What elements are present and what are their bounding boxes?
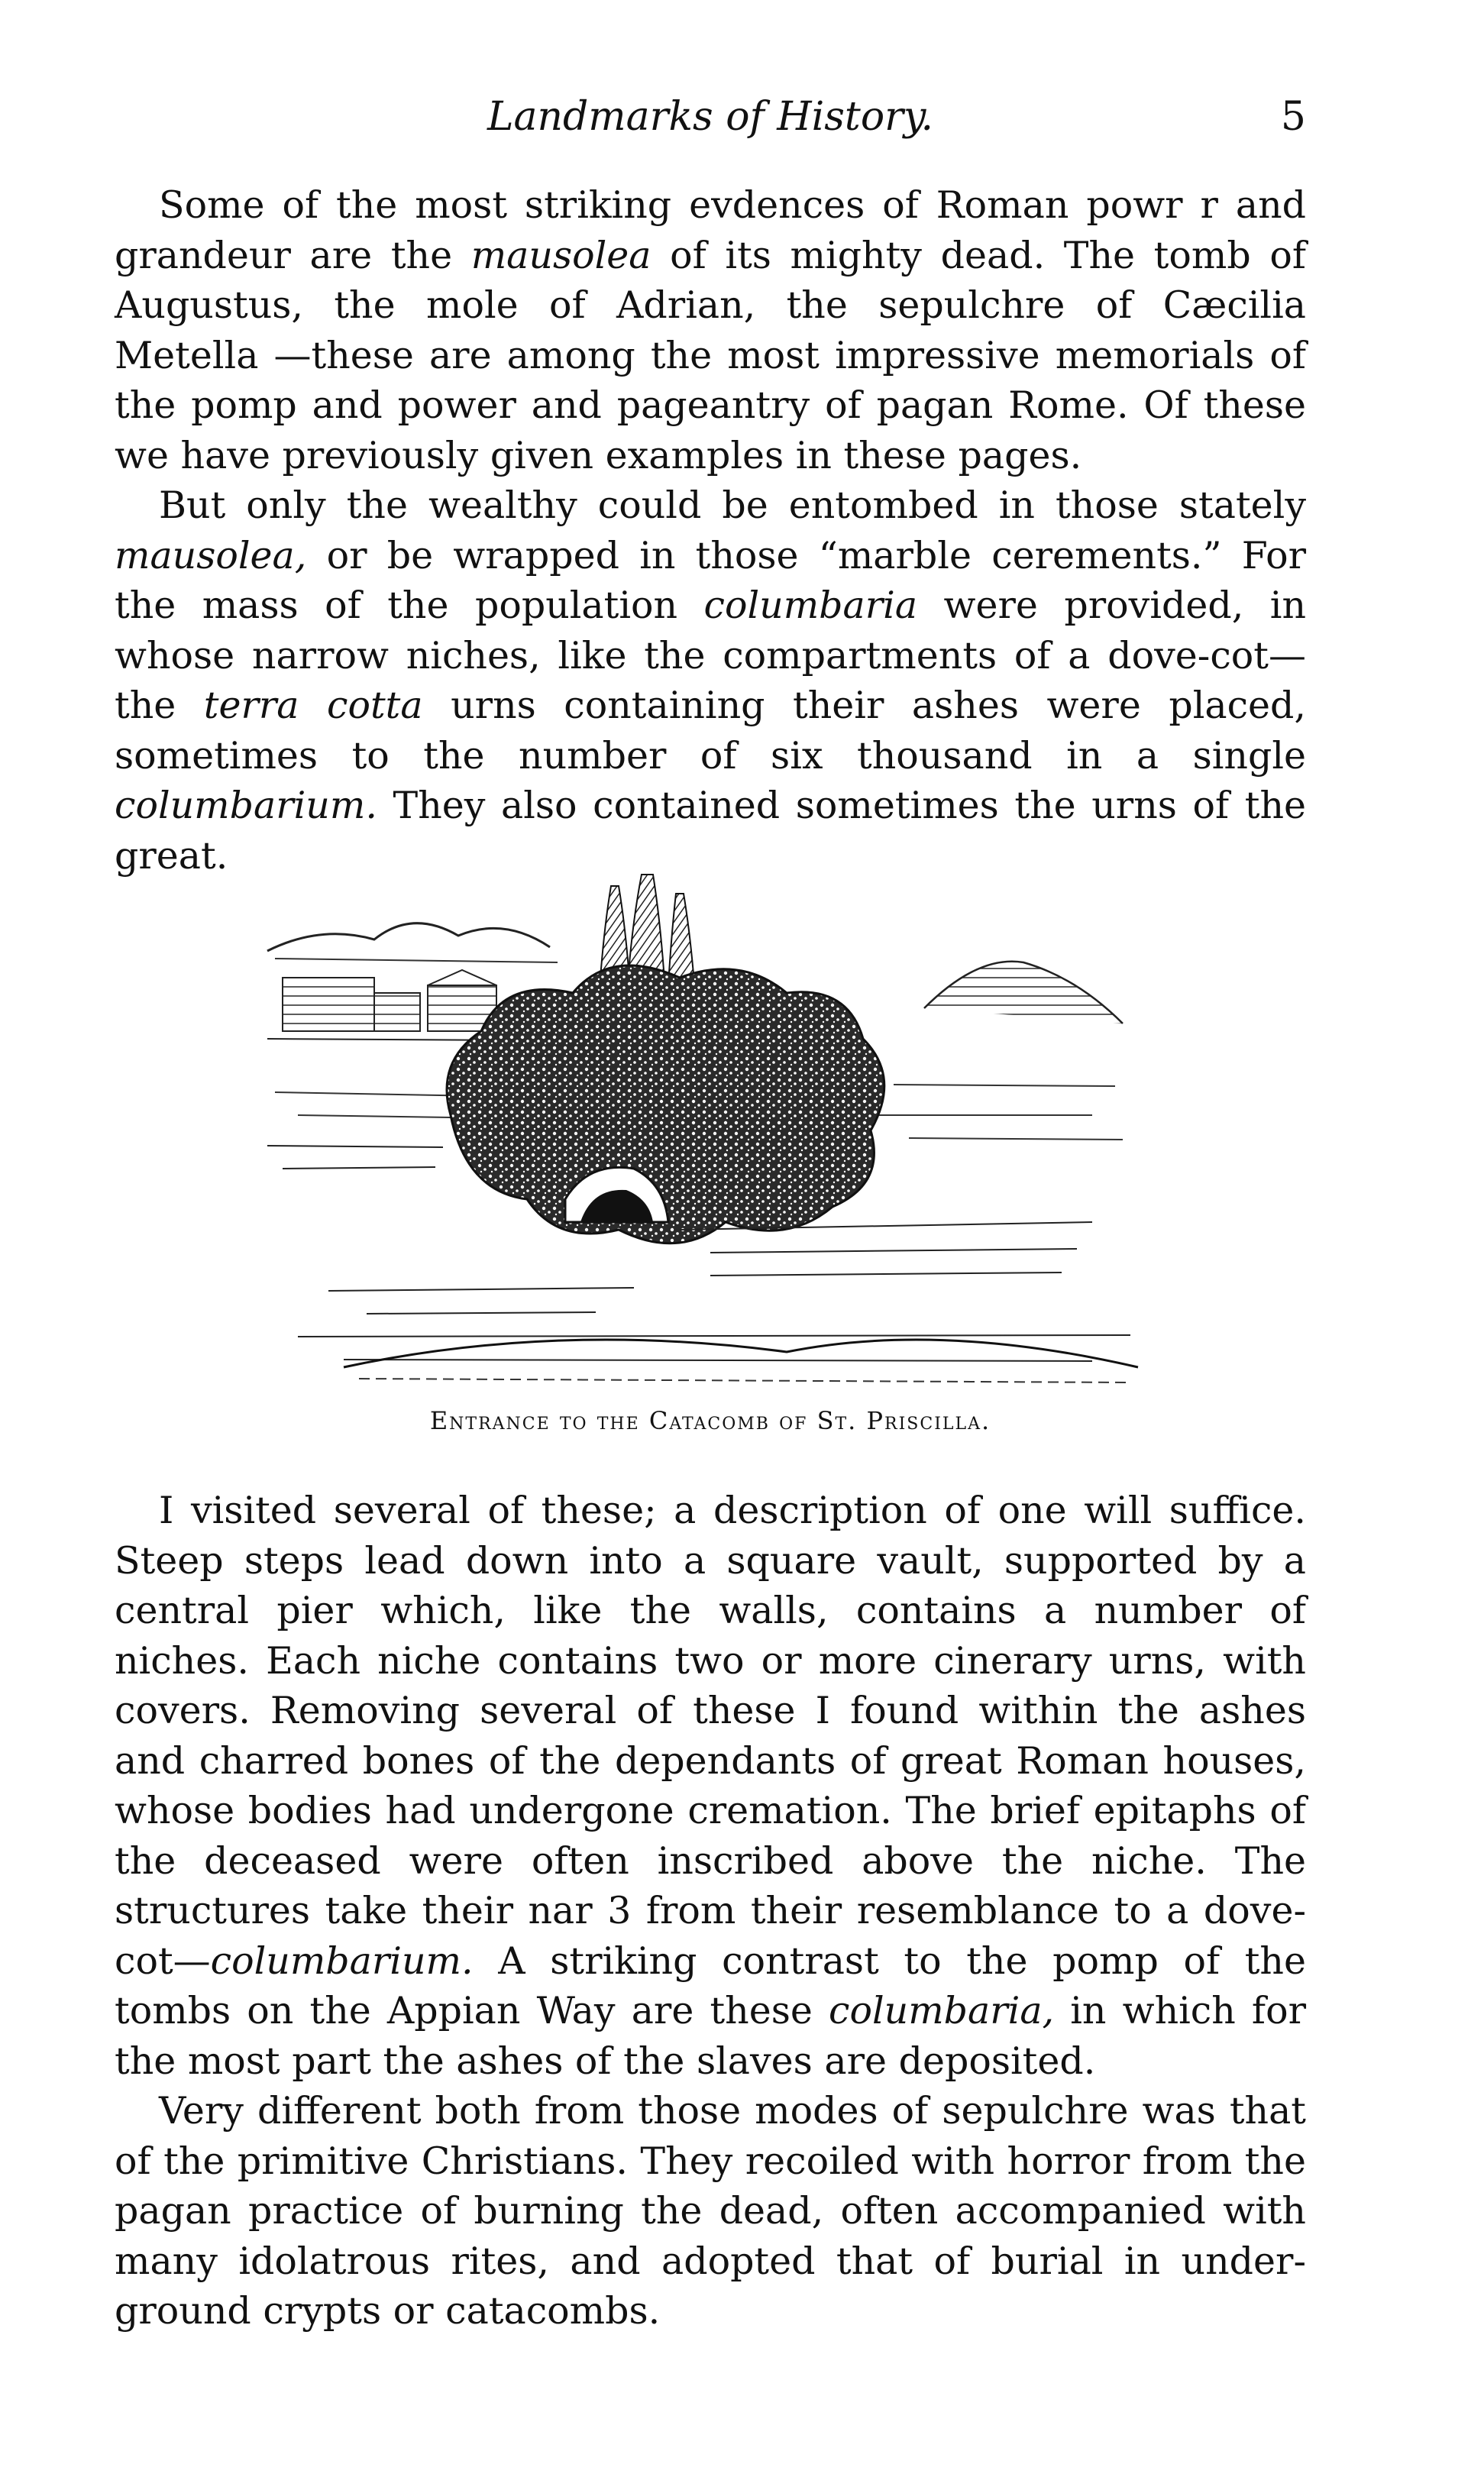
- page-header: [115, 90, 1306, 144]
- paragraph: [115, 480, 1306, 881]
- italic-text: columbarium.: [115, 784, 377, 827]
- text-run: I visited several of these; a description of one will suffice. Steep steps lead down into a square vault, supported by a central pier which, like the walls, contains a number of niches. Each niche contains two or more cinerary urns, with covers. Removing several of these I found within the ashes and charred bones of the dependants of great Roman houses, whose bodies had undergone cremation. The brief epitaphs of the deceased were often inscribed above the niche. The structures take their nar 3 from their resemblance to a dove-cot—: [115, 1489, 1306, 1983]
- italic-text: columbaria: [703, 584, 918, 627]
- text-block-top: [115, 180, 1306, 881]
- text-run: in which for the most part the ashes of the slaves are deposited.: [115, 1989, 1306, 2083]
- text-run: urns containing their ashes were placed, sometimes to the number of six thousand in a single: [115, 684, 1306, 778]
- italic-text: mausolea: [470, 233, 651, 277]
- text-run: A striking contrast to the pomp of the tombs on the Appian Way are these: [115, 1939, 1306, 2032]
- paragraph: [115, 2086, 1306, 2336]
- italic-text: mausolea,: [115, 533, 307, 577]
- text-run: Some of the most striking evdences of Roman powr r and grandeur are the: [115, 183, 1306, 277]
- text-run: or be wrapped in those “marble cerements.” For the mass of the population: [115, 533, 1306, 627]
- italic-text: columbaria,: [829, 1989, 1055, 2032]
- italic-text: columbarium.: [210, 1939, 474, 1983]
- engraving-drawing: [252, 863, 1153, 1398]
- text-run: They also contained sometimes the urns of the great.: [115, 784, 1306, 878]
- paragraph: [115, 1486, 1306, 2086]
- running-head: Landmarks of History.: [487, 94, 933, 140]
- text-run: of its mighty dead. The tomb of Augustus, the mole of Adrian, the sepulchre of Cæcilia Metella —these are among the most impressive memorials of the pomp and power and pageantry of pagan Rome. Of these we have previously given examples in these pages.: [115, 233, 1306, 477]
- text-run: were provided, in whose narrow niches, like the compartments of a dove-cot—the: [115, 584, 1306, 727]
- text-run: But only the wealthy could be entombed in those stately: [159, 483, 1306, 527]
- tree-mass: [447, 965, 884, 1243]
- paragraph: [115, 180, 1306, 480]
- text-run: Very different both from those modes of sepulchre was that of the primitive Christians. They recoiled with horror from the pagan practice of burning the dead, often accompanied with many idolatrous rites, and adopted that of burial in underground crypts or catacombs.: [115, 2089, 1306, 2333]
- text-block-bottom: [115, 1486, 1306, 2336]
- figure-caption: Entrance to the Catacomb of St. Priscilla.: [429, 1406, 991, 1435]
- catacomb-engraving: [252, 863, 1153, 1398]
- italic-text: terra cotta: [203, 684, 423, 727]
- page-number: 5: [1280, 94, 1306, 140]
